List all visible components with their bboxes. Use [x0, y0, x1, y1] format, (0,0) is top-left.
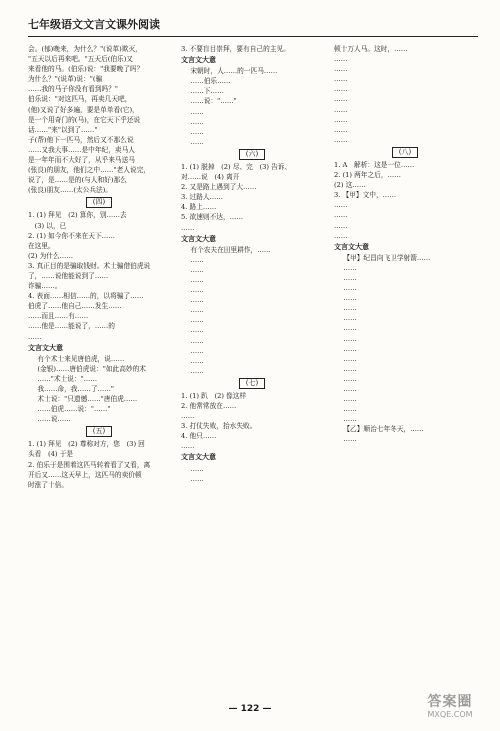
text-line: …… — [190, 127, 204, 136]
text-line: 1. (1) 拜见 (2) 尊称对方，您 (3) 回 — [28, 440, 145, 449]
text-line: 1. (1) 脱掉 (2) 尽、完 (3) 告诉、 — [181, 162, 292, 171]
text-line: …… — [343, 354, 357, 363]
text-line: …… — [190, 107, 204, 116]
text-line: 3. 不要盲目崇拜，要有自己的主见。 — [181, 45, 290, 53]
text-line: (张良)的朋友，他们之中……"老人说完， — [28, 166, 150, 175]
text-line: …… — [190, 117, 204, 126]
column-right — [334, 44, 476, 445]
text-line: ……而且……有…… — [28, 312, 89, 321]
text-line: …… — [343, 334, 357, 343]
section-title: 文言文大意 — [28, 343, 63, 352]
text-line: …… — [181, 223, 195, 232]
text-line: …… — [334, 231, 348, 240]
text-line: …… — [334, 201, 348, 210]
text-line: 头看 (4) 于是 — [28, 450, 74, 459]
text-line: 伯虎了……他自己……发生…… — [28, 302, 122, 311]
text-line: 4. 路上…… — [181, 203, 217, 212]
text-line: 有个术士来见唐伯虎，说…… — [37, 354, 125, 363]
text-line: 1. A 解析：这是一位…… — [334, 160, 415, 169]
text-line: …… — [343, 385, 357, 393]
text-line: 3. 真正目的是骗取钱财。术士骗借伯虎说 — [28, 261, 151, 270]
text-line: …… — [190, 474, 204, 483]
text-line: …… — [190, 265, 204, 274]
column-middle — [181, 44, 323, 484]
text-line: …… — [343, 395, 357, 404]
text-line: …… — [343, 374, 357, 383]
text-line: (张良)朋友……(太公兵法)。 — [28, 186, 112, 195]
text-line: …… — [334, 65, 348, 74]
text-line: 顿十万人马。这时，…… — [334, 45, 408, 53]
watermark-cn: 答案圈 — [427, 694, 473, 710]
text-line: …… — [343, 284, 357, 293]
section-title: 文言文大意 — [181, 453, 216, 462]
text-line: (金银)……唐伯虎说："如此高妙的术 — [37, 364, 146, 373]
section-badge-4: (四) — [28, 197, 170, 208]
text-line: (他)又说了好多遍，要是单单看(它)， — [28, 105, 139, 114]
text-line: …… — [190, 316, 204, 325]
text-line: …… — [190, 306, 204, 315]
section-title: 文言文大意 — [181, 56, 216, 65]
text-line: …… — [334, 135, 348, 144]
section-title: 文言文大意 — [334, 242, 369, 251]
text-line: …… — [334, 115, 348, 124]
text-line: 5. 欲速则不达，…… — [181, 213, 244, 222]
text-line: (3) 以，已 — [28, 221, 67, 230]
header-title: 七年级语文文言文课外阅读 — [28, 18, 160, 31]
text-line: 说了，是……是的(与人和好)那么 — [28, 176, 127, 185]
column-left — [28, 44, 170, 490]
text-line: ……说…… — [37, 415, 71, 424]
text-line: …… — [334, 125, 348, 134]
text-line: …… — [343, 273, 357, 282]
text-line: …… — [343, 314, 357, 323]
text-line: …… — [334, 95, 348, 104]
text-line: 伯乐说："对这匹马，再卖几天吧， — [28, 95, 132, 104]
text-line: (2) 为什么…… — [28, 251, 74, 260]
text-line: 是一年年而不大好了，从乎来马送马 — [28, 156, 135, 165]
page-header — [28, 14, 478, 37]
text-line: 对……说 (4) 离开 — [181, 173, 240, 182]
text-line: …… — [28, 332, 42, 341]
text-line: …… — [190, 336, 204, 345]
text-line: 是一个用奇门的(马)，在它天下乎还说 — [28, 115, 141, 124]
text-line: 为什么？"(说革)说："(骗 — [28, 75, 103, 84]
text-line: 诈骗……。 — [28, 282, 62, 291]
text-line: …… — [334, 55, 348, 64]
section-badge-7: (七) — [181, 378, 323, 389]
text-line: ……我的马子你没有看到吗？" — [28, 85, 119, 94]
text-line: …… — [343, 324, 357, 333]
text-line: 3. 打仗失败，抬水失败。 — [181, 422, 257, 431]
text-line: 在这里。 — [28, 241, 55, 250]
text-line: 子(帮)他下一匹马，然后又不那么说 — [28, 135, 134, 144]
page-number: — 122 — — [228, 704, 272, 714]
text-line: …… — [190, 296, 204, 305]
text-line: …… — [343, 304, 357, 313]
text-line: "五天以后再来吧。"五天后(伯乐)又 — [28, 55, 133, 64]
text-line: ……他是……能说了，……的 — [28, 322, 115, 331]
text-line: …… — [190, 366, 204, 375]
text-line: 时涨了十倍。 — [28, 480, 69, 489]
text-line: …… — [190, 137, 204, 146]
text-line: …… — [334, 105, 348, 114]
text-line: 2. (1) 两年之后，…… — [334, 171, 401, 180]
text-line: 【甲】纪昌向飞卫学射箭…… — [343, 253, 431, 262]
text-line: …… — [190, 286, 204, 295]
text-line: …… — [190, 326, 204, 335]
text-line: (2) 这…… — [334, 181, 366, 190]
text-line: …… — [181, 442, 195, 451]
site-watermark-logo — [410, 694, 490, 726]
text-line: …… — [343, 263, 357, 272]
text-line: ……下…… — [190, 87, 224, 96]
text-line: …… — [334, 85, 348, 94]
text-line: ……伯虎……说："……" — [37, 405, 111, 414]
text-line: 3. 【甲】文中，…… — [334, 191, 397, 200]
text-line: …… — [190, 356, 204, 365]
text-line: …… — [343, 294, 357, 303]
text-line: …… — [190, 275, 204, 284]
text-line: …… — [190, 255, 204, 264]
text-line: 1. (1) 趴 (2) 像这样 — [181, 391, 247, 400]
watermark-en: MXQE.COM — [427, 710, 473, 719]
text-line: 宋朝时，人……的一匹马…… — [190, 67, 278, 76]
section-badge-8: (八) — [334, 147, 476, 158]
text-line: ……伯乐…… — [190, 77, 231, 86]
text-line: …… — [343, 435, 357, 444]
text-line: …… — [181, 412, 195, 421]
text-line: …… — [190, 346, 204, 355]
text-line: 有个农夫在田里耕作，…… — [190, 245, 271, 254]
text-line: 术士说："只遗憾……"唐伯虎…… — [37, 395, 138, 404]
text-line: …… — [343, 405, 357, 414]
text-line: 开后又……这天早上，这匹马的卖价顿 — [28, 470, 142, 479]
text-line: 了，……说他能说到了…… — [28, 271, 109, 280]
text-line: …… — [343, 364, 357, 373]
text-line: …… — [334, 221, 348, 230]
text-line: 2. 又是路上遇到了大…… — [181, 183, 257, 192]
text-line: ……说："……" — [190, 97, 237, 106]
text-line: …… — [334, 211, 348, 220]
text-line: …… — [190, 464, 204, 473]
section-badge-6: (六) — [181, 149, 323, 160]
text-line: …… — [334, 75, 348, 84]
text-line: 4. 表面……相信……的，以将骗了…… — [28, 292, 144, 301]
text-line: 我……命，我……了……" — [37, 385, 115, 393]
text-line: 2. (1) 如今你不来在天下…… — [28, 231, 115, 240]
text-line: 1. (1) 拜见 (2) 算你，别……去 — [28, 211, 127, 220]
text-line: …… — [343, 415, 357, 424]
text-line: 4. 他只…… — [181, 432, 217, 441]
text-line: 3. 过路人…… — [181, 193, 223, 202]
text-line: 2. 伯乐于是围着这匹马转着看了又看，离 — [28, 460, 151, 469]
text-line: …… — [343, 344, 357, 353]
text-line: 【乙】顺治七年冬天，…… — [343, 425, 424, 434]
text-line: 话……"来"以到了……" — [28, 125, 98, 134]
text-line: 2. 他常常放在…… — [181, 402, 237, 410]
text-line: ……"术士说："…… — [37, 374, 98, 383]
text-line: 来看他的马。(伯乐)说："我要晚了吗？ — [28, 65, 144, 74]
section-badge-5: (五) — [28, 426, 170, 437]
section-title: 文言文大意 — [181, 234, 216, 243]
text-line: ……又我大事……是中年纪，卖马人 — [28, 145, 135, 154]
text-line: 会。(郁)晚来，为什么？"(说革)欺灭， — [28, 45, 142, 53]
